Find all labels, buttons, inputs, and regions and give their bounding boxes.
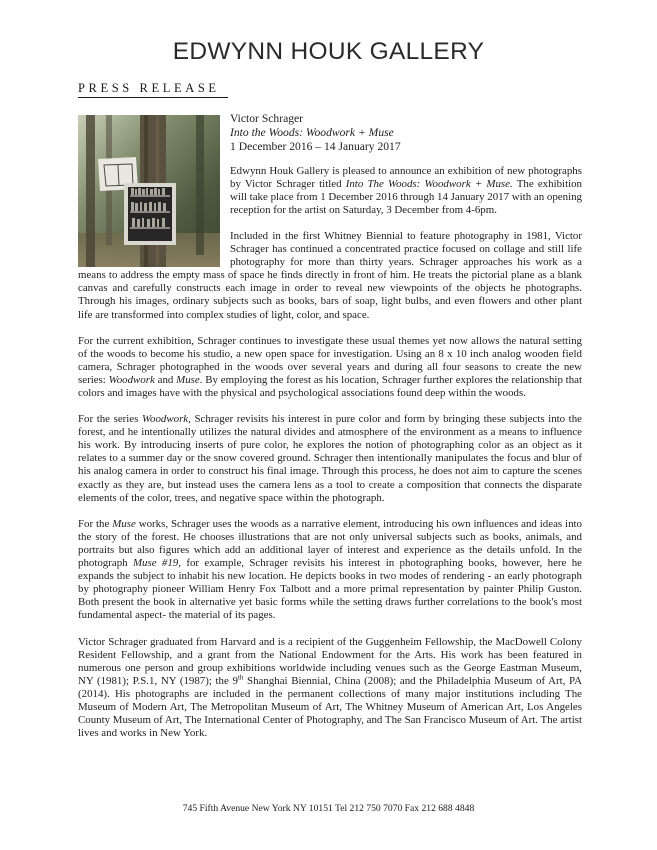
p6-superscript-th: th (237, 673, 244, 682)
p5-muse-19: Muse #19, (132, 557, 181, 570)
p4-text-a: For the series (78, 413, 142, 426)
forest-books-photo-image (78, 115, 220, 267)
p5-muse: Muse (112, 517, 136, 530)
p1-text-b: The exhibition will take place from 1 December 2016 through 14 January 2017 with an opening reception for the artist on Saturday, 3 December from 4-6pm. (230, 177, 583, 216)
p1-exhibition-title: Into The Woods: Woodwork + Muse. (345, 177, 513, 190)
p4-woodwork: Woodwork (141, 413, 189, 426)
artwork-photo (78, 115, 220, 267)
p6-text-a: Victor Schrager graduated from Harvard and is a recipient of the Guggenheim Fellowship, the MacDowell Colony Resident Fellowship, and a grant from the National Endowment for the Arts. His work has been featured in numerous one person and group exhibitions worldwide including venues such as the George Eastman Museum, NY (1981); P.S.1, NY (1987); the 9 (78, 635, 582, 687)
p6-text-b: Shanghai Biennial, China (2008); and the Philadelphia Museum of Art, PA (2014). His photographs are included in the permanent collections of many major institutions including The Museum of Modern Art, The Metropolitan Museum of Art, The Whitney Museum of American Art, Los Angeles County Museum of Art, The International Center of Photography, and The San Francisco Museum of Art. The artist lives and works in New York. (78, 674, 582, 740)
paragraph-muse-works (78, 518, 582, 623)
artist-name: Victor Schrager (230, 112, 304, 125)
press-release-label: PRESS RELEASE (78, 81, 220, 95)
p3-muse: Muse (176, 373, 200, 386)
gallery-address-footer: 745 Fifth Avenue New York NY 10151 Tel 212 750 7070 Fax 212 688 4848 (182, 803, 475, 814)
paragraph-woodwork-series (78, 413, 582, 505)
exhibition-dates: 1 December 2016 – 14 January 2017 (230, 140, 401, 154)
p5-text-b: works, Schrager uses the woods as a narrative element, introducing his own influences and ideas into the story of the forest. He chooses illustrations that are not only universal subjects such as books, animals, and portraits but also figures which add an additional layer of interest and experience as the details unfold. In the photograph (78, 517, 582, 570)
p3-text-a: For the current exhibition, Schrager continues to investigate these usual themes yet now allows the natural setting of the woods to become his studio, a new open space for investigation. Using an 8 x 10 inch analog wooden field camera, Schrager photographed in the woods over several years and during all four seasons to create the new series: (78, 334, 582, 386)
press-release-underline (78, 97, 228, 98)
exhibition-title: Into the Woods: Woodwork + Muse (230, 126, 394, 140)
p3-and: and (154, 373, 177, 386)
p3-woodwork: Woodwork (108, 373, 155, 386)
gallery-name: EDWYNN HOUK GALLERY (172, 38, 485, 65)
p1-text-a: Edwynn Houk Gallery is pleased to announce an exhibition of new photographs by Victor Schrager titled (230, 164, 582, 190)
paragraph-background: Included in the first Whitney Biennial to feature photography in 1981, Victor Schrager has continued a concentrated practice focused on collage and still life photography for more than thirty years. Schrager approaches his work as a means to address the empty mass of space he finds directly in front of him. He treats the pictorial plane as a blank canvas and carefully constructs each image in order to reveal new viewpoints of the objects he photographs. Through his images, ordinary subjects such as books, bars of soap, light bulbs, and even flowers and other plant life are transformed into complex studies of light, color, and space. (78, 229, 582, 321)
p5-text-a: For the (78, 517, 113, 530)
p5-text-c: for example, Schrager revisits his interest in photographing books, however, here he expands the subject to inhabit his new location. He depicts books in two modes of rendering - an early photograph by photography pioneer William Henry Fox Talbott and a more primal representation by painter Philip Guston. Both present the book in alternative yet basic forms while the setting draws further correlations to the book's most fundamental aspect- the material of its pages. (78, 557, 583, 622)
paragraph-current-exhibition (78, 335, 582, 400)
p4-text-b: , Schrager revisits his interest in pure color and form by bringing these subjects into the forest, and he intentionally utilizes the natural divides and atmosphere of the environment as a means to influence his work. By introducing inserts of pure color, he explores the notion of photographing color as an object as it relates to a summer day or the snow covered ground. Schrager then intentionally manipulates the focus and blur of his analog camera in order to construct his final image. Through this process, he does not aim to capture the scenes exactly as they are, but instead uses the camera lens as a tool to create a composition that connects the disparate elements of the color, trees, and negative space within the photograph. (78, 413, 582, 504)
paragraph-biography (78, 636, 582, 741)
p3-text-b: . By employing the forest as his location, Schrager further explores the relationship that colors and images have with the physical and psychological associations found deep within the woods. (78, 373, 583, 400)
press-release-body (78, 112, 582, 753)
